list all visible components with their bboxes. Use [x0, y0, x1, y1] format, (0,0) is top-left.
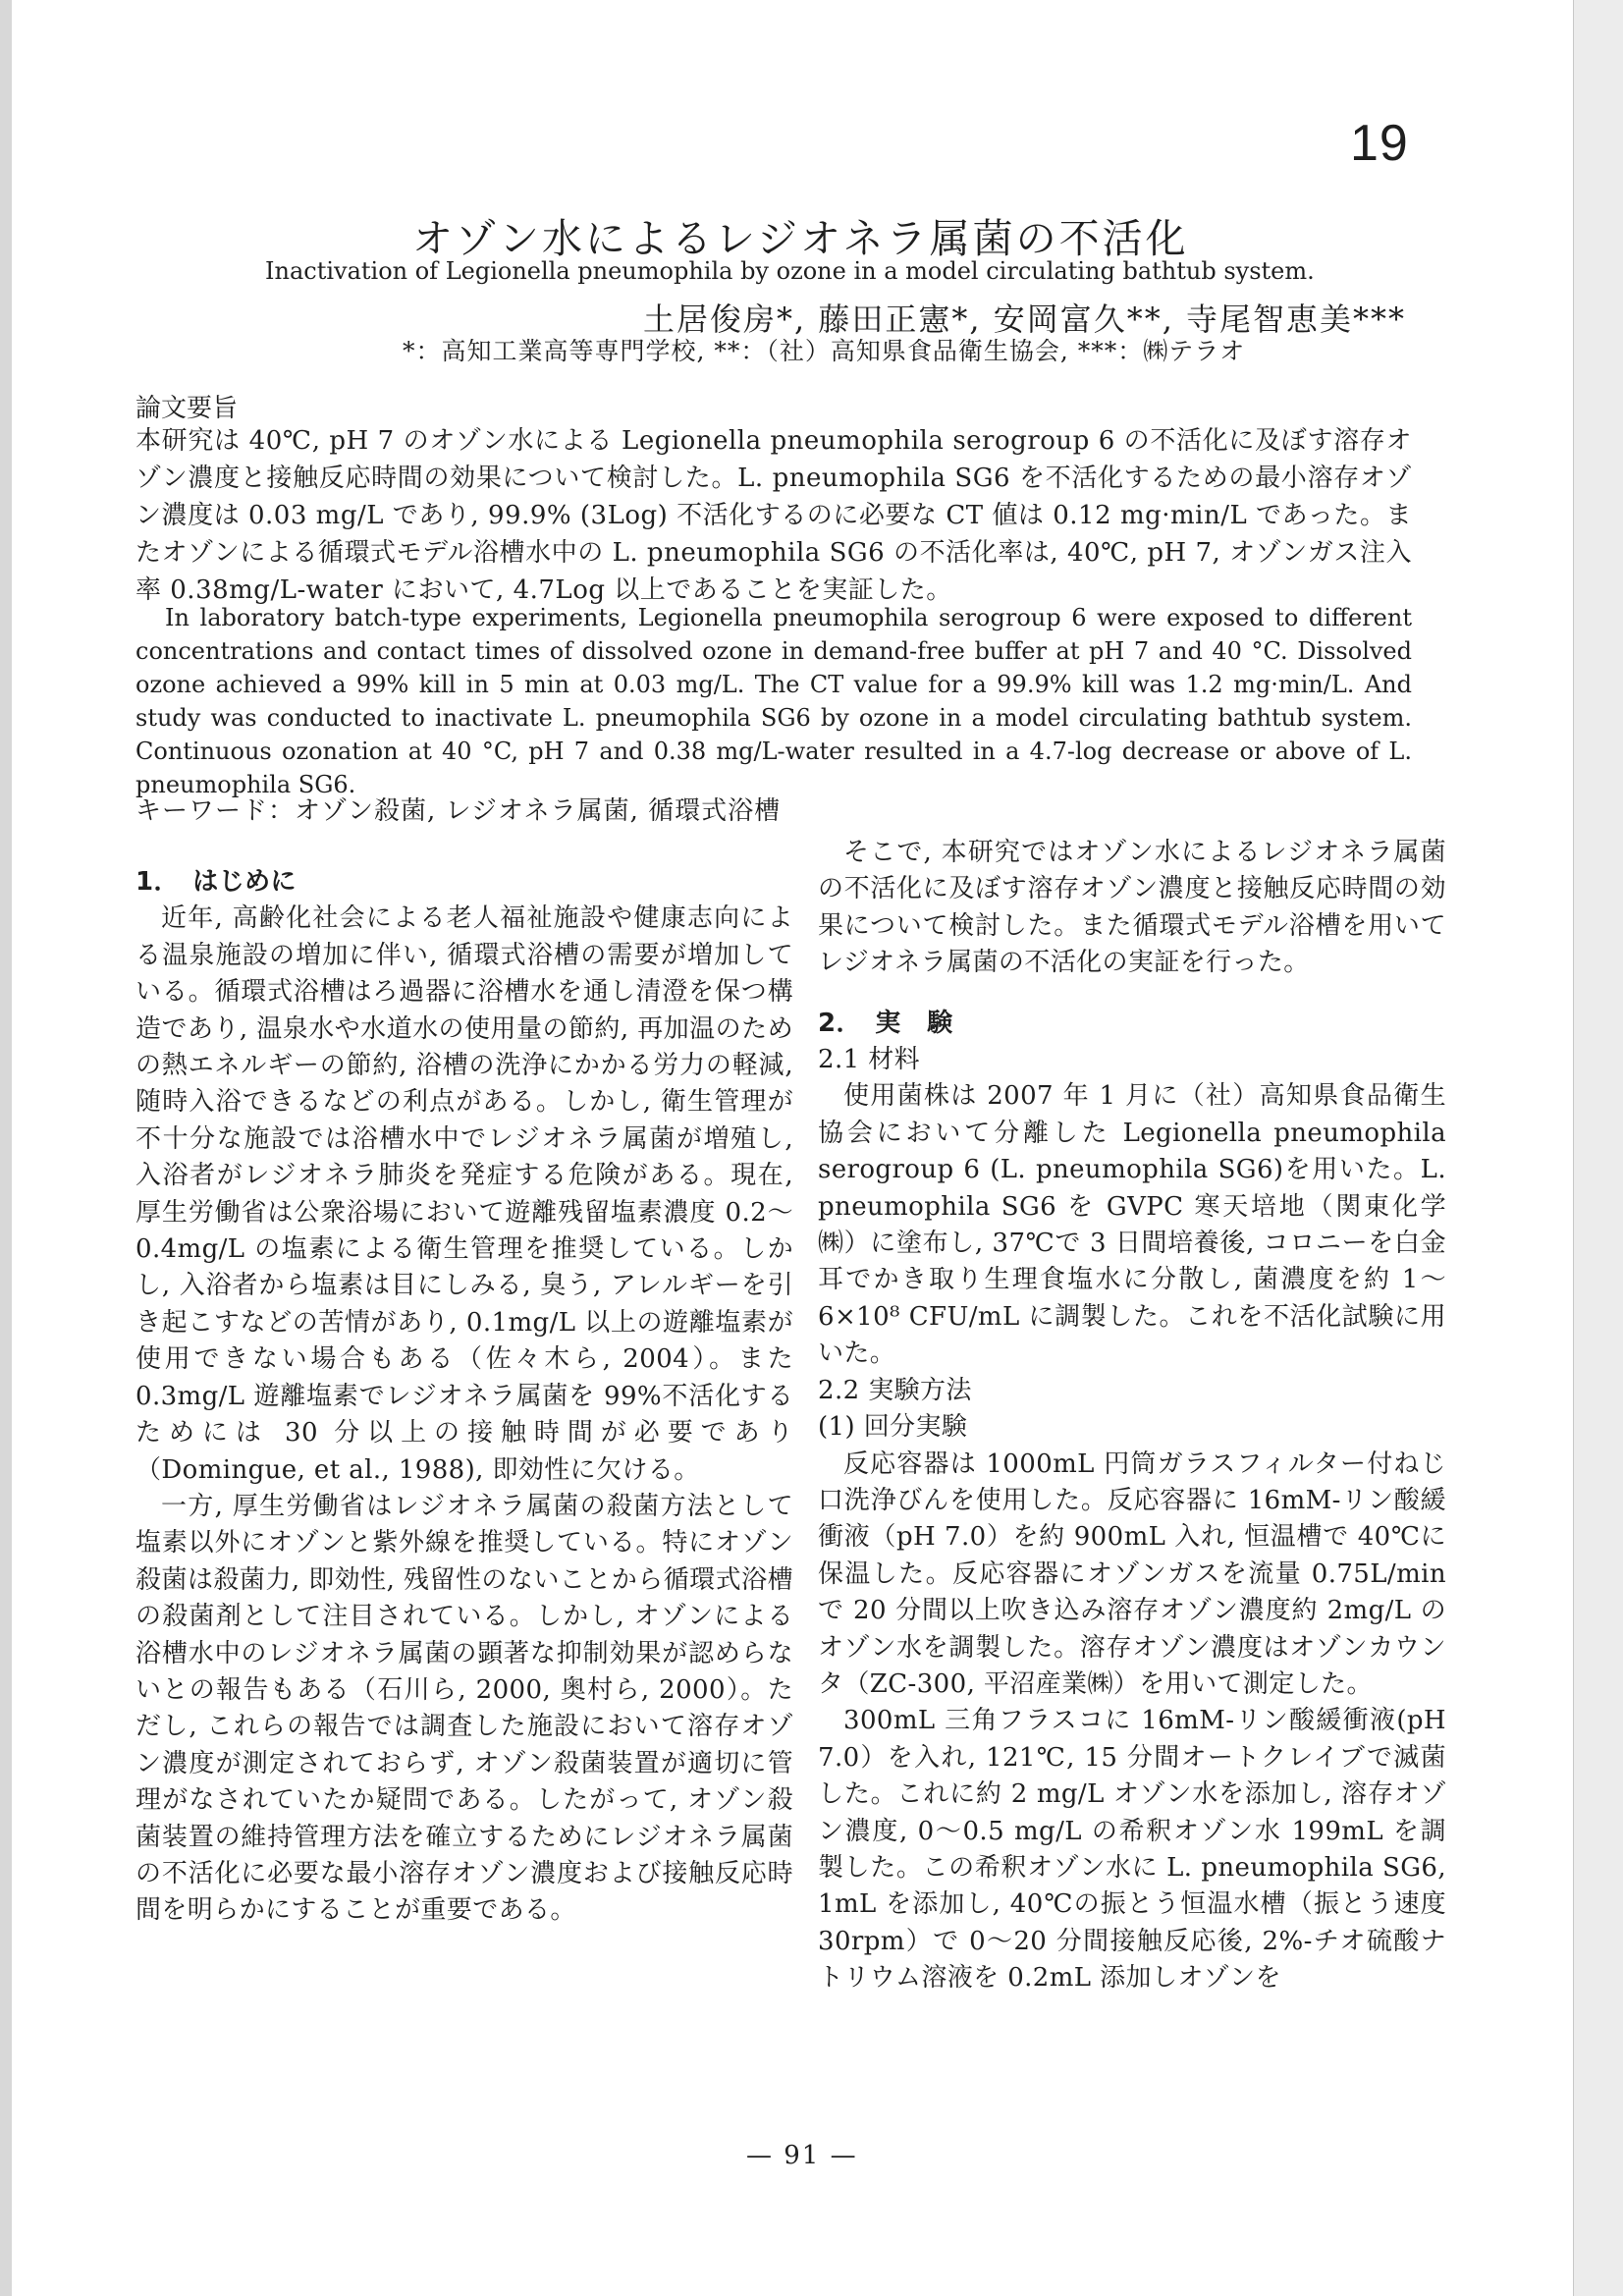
authors: 土居俊房*, 藤田正憲*, 安岡富久**, 寺尾智恵美*** — [643, 301, 1407, 338]
footer-page-number: — 91 — — [746, 2141, 858, 2170]
section-1-heading: 1． はじめに — [135, 867, 297, 897]
affiliations: *：高知工業高等専門学校, **：（社）高知県食品衛生協会, ***：㈱テラオ — [403, 337, 1246, 365]
section-1-paragraph-2: 一方, 厚生労働省はレジオネラ属菌の殺菌方法として塩素以外にオゾンと紫外線を推奨している。特にオゾン殺菌は殺菌力, 即効性, 残留性のないことから循環式浴槽の殺菌剤として注目されている。しかし, オゾンによる浴槽水中のレジオネラ属菌の顕著な抑制効果が認めらないとの報告もある（石川ら, 2000, 奥村ら, 2000）。ただし, これらの報告では調査した施設において溶存オゾン濃度が測定されておらず, オゾン殺菌装置が適切に管理がなされていたか疑問である。したがって, オゾン殺菌装置の維持管理方法を確立するためにレジオネラ属菌の不活化に必要な最小溶存オゾン濃度および接触反応時間を明らかにすることが重要である。 — [135, 1491, 793, 1926]
section-1-paragraph-1: 近年, 高齢化社会による老人福祉施設や健康志向による温泉施設の増加に伴い, 循環式浴槽の需要が増加している。循環式浴槽はろ過器に浴槽水を通し清澄を保つ構造であり, 温泉水や水道水の使用量の節約, 再加温のための熱エネルギーの節約, 浴槽の洗浄にかかる労力の軽減, 随時入浴できるなどの利点がある。しかし, 衛生管理が不十分な施設では浴槽水中でレジオネラ属菌が増殖し, 入浴者がレジオネラ肺炎を発症する危険がある。現在, 厚生労働省は公衆浴場において遊離残留塩素濃度 0.2～0.4mg/L の塩素による衛生管理を推奨している。しかし, 入浴者から塩素は目にしみる, 臭う, アレルギーを引き起こすなどの苦情があり, 0.1mg/L 以上の遊離塩素が使用できない場合もある（佐々木ら, 2004）。また 0.3mg/L 遊離塩素でレジオネラ属菌を 99%不活化するためには 30 分以上の接触時間が必要であり（Domingue, et al., 1988), 即効性に欠ける。 — [135, 903, 793, 1485]
subsection-2-2-paragraph-1: 反応容器は 1000mL 円筒ガラスフィルター付ねじ口洗浄びんを使用した。反応容器に 16mM-リン酸緩衝液（pH 7.0）を約 900mL 入れ, 恒温槽で 40℃に保温した。反応容器にオゾンガスを流量 0.75L/min で 20 分間以上吹き込み溶存オゾン濃度約 2mg/L のオゾン水を調製した。溶存オゾン濃度はオゾンカウンタ（ZC-300, 平沼産業㈱）を用いて測定した。 — [818, 1449, 1446, 1699]
section-1-paragraph-3: そこで, 本研究ではオゾン水によるレジオネラ属菌の不活化に及ぼす溶存オゾン濃度と接触反応時間の効果について検討した。また循環式モデル浴槽を用いてレジオネラ属菌の不活化の実証を行った。 — [818, 838, 1446, 978]
subsection-2-2-heading: 2.2 実験方法 — [818, 1375, 972, 1405]
scan-edge-right — [1573, 0, 1623, 2296]
abstract-heading: 論文要旨 — [135, 394, 239, 423]
section-2-heading: 2． 実 験 — [818, 1008, 953, 1038]
subsection-2-1-heading: 2.1 材料 — [818, 1045, 921, 1075]
english-title: Inactivation of Legionella pneumophila by ozone in a model circulating bathtub system. — [265, 257, 1315, 285]
abstract-japanese: 本研究は 40℃, pH 7 のオゾン水による Legionella pneumophila serogroup 6 の不活化に及ぼす溶存オゾン濃度と接触反応時間の効果について検討した。L. pneumophila SG6 を不活化するための最小溶存オゾン濃度は 0.03 mg/L であり, 99.9% (3Log) 不活化するのに必要な CT 値は 0.12 mg·min/L であった。またオゾンによる循環式モデル浴槽水中の L. pneumophila SG6 の不活化率は, 40℃, pH 7, オゾンガス注入率 0.38mg/L-water において, 4.7Log 以上であることを実証した。 — [135, 426, 1412, 605]
subsection-2-2-paragraph-2: 300mL 三角フラスコに 16mM-リン酸緩衝液(pH 7.0）を入れ, 121℃, 15 分間オートクレイブで滅菌した。これに約 2 mg/L オゾン水を添加し, 溶存オゾン濃度, 0～0.5 mg/L の希釈オゾン水 199mL を調製した。この希釈オゾン水に L. pneumophila SG6, 1mL を添加し, 40℃の振とう恒温水槽（振とう速度 30rpm）で 0～20 分間接触反応後, 2%-チオ硫酸ナトリウム溶液を 0.2mL 添加しオゾンを — [818, 1706, 1446, 1994]
scan-edge-left — [0, 0, 12, 2296]
page-number: 19 — [1350, 115, 1409, 172]
left-column — [135, 864, 793, 1930]
subsection-2-2-1-heading: (1) 回分実験 — [818, 1412, 968, 1443]
subsection-2-1-paragraph: 使用菌株は 2007 年 1 月に（社）高知県食品衛生協会において分離した Legionella pneumophila serogroup 6 (L. pneumophila SG6)を用いた。L. pneumophila SG6 を GVPC 寒天培地（関東化学㈱）に塗布し, 37℃で 3 日間培養後, コロニーを白金耳でかき取り生理食塩水に分散し, 菌濃度を約 1～6×10⁸ CFU/mL に調製した。これを不活化試験に用いた。 — [818, 1081, 1446, 1369]
paper-title: オゾン水によるレジオネラ属菌の不活化 — [412, 215, 1189, 262]
right-column — [818, 835, 1446, 1997]
abstract-english: In laboratory batch-type experiments, Legionella pneumophila serogroup 6 were exposed to different concentrations and contact times of dissolved ozone in demand-free buffer at pH 7 and 40 °C. Dissolved ozone achieved a 99% kill in 5 min at 0.03 mg/L. The CT value for a 99.9% kill was 1.2 mg·min/L. And study was conducted to inactivate L. pneumophila SG6 by ozone in a model circulating bathtub system. Continuous ozonation at 40 °C, pH 7 and 0.38 mg/L-water resulted in a 4.7-log decrease or above of L. pneumophila SG6. — [135, 604, 1412, 798]
keywords: キーワード：オゾン殺菌, レジオネラ属菌, 循環式浴槽 — [135, 796, 782, 826]
